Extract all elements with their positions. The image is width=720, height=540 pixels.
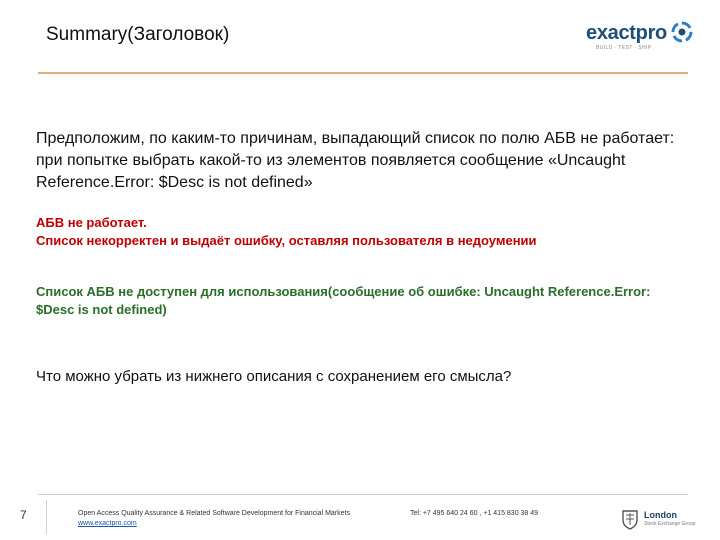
partner-subtitle: Stock Exchange Group [644,521,696,527]
partner-name: London [644,510,677,520]
partner-logo [620,508,700,532]
page-number-divider [46,500,47,534]
footer-website-link[interactable]: www.exactpro.com [78,520,137,527]
crest-icon [620,508,640,530]
page-title: Summary(Заголовок) [46,24,230,45]
page-number: 7 [20,508,27,522]
exactpro-logo [584,20,694,60]
bug-detail-line: Список некорректен и выдаёт ошибку, оставляя пользователя в недоумении [36,233,537,248]
logo-tagline: BUILD · TEST · SHIP [596,45,652,51]
logo-wordmark: exactpro [586,22,667,44]
bug-improved-description: Список АБВ не доступен для использования(сообщение об ошибке: Uncaught Reference.Error: $Desc is not defined) [36,284,651,317]
footer-phone: Tel: +7 495 640 24 60 , +1 415 830 38 49 [410,510,539,517]
intro-paragraph: Предположим, по каким-то причинам, выпадающий список по полю АБВ не работает: при попытке выбрать какой-то из элементов появляется сообщение «Uncaught Reference.Error: $Desc is not defined» [36,130,675,191]
footer-description: Open Access Quality Assurance & Related Software Development for Financial Markets [78,510,350,517]
exactpro-mark-icon [670,20,694,44]
bug-summary-line: АБВ не работает. [36,215,147,230]
question-text: Что можно убрать из нижнего описания с сохранением его смысла? [36,368,512,385]
footer-divider [38,494,688,495]
header-divider [38,72,688,74]
